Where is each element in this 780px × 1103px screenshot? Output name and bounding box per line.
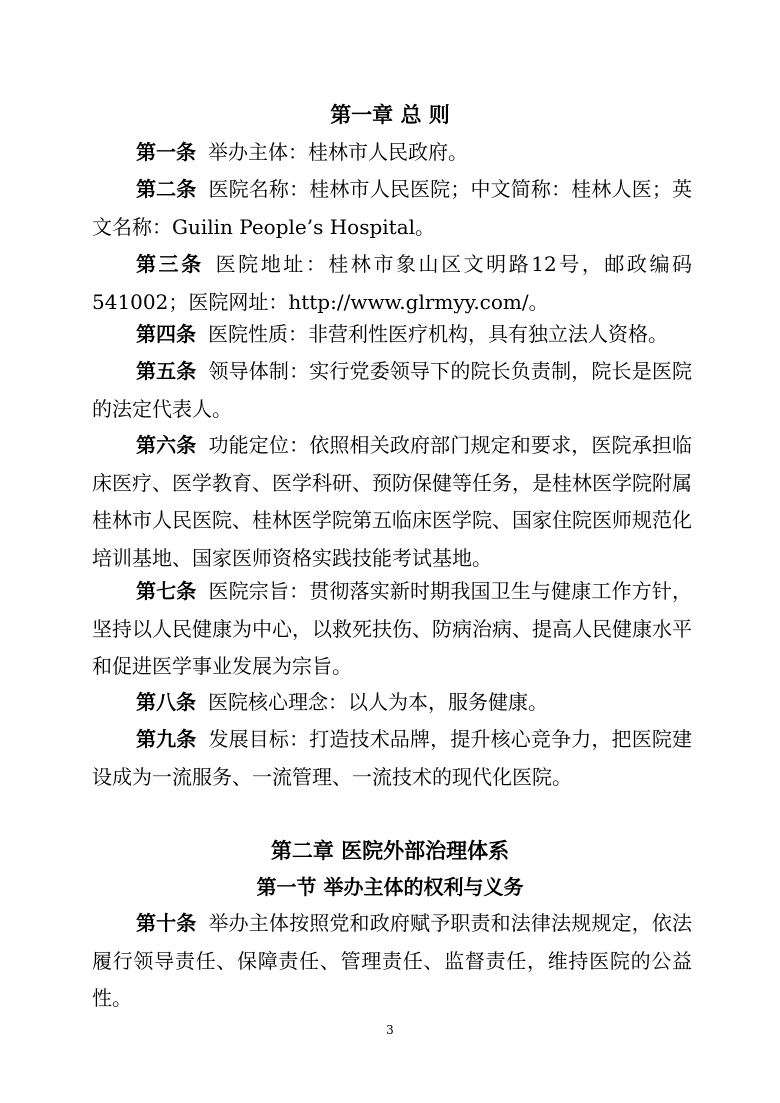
article-10 — [92, 905, 692, 1018]
article-6 — [92, 427, 692, 577]
article-label: 第十条 — [136, 911, 197, 935]
article-text: 医院地址：桂林市象山区文明路12号，邮政编码541002；医院网址：http://www.glrmyy.com/。 — [92, 252, 692, 314]
article-text: 举办主体按照党和政府赋予职责和法律法规规定，依法履行领导责任、保障责任、管理责任、监督责任，维持医院的公益性。 — [92, 911, 693, 1010]
article-1 — [92, 134, 692, 172]
article-label: 第二条 — [136, 177, 197, 201]
article-5 — [92, 353, 692, 428]
article-text: 医院性质：非营利性医疗机构，具有独立法人资格。 — [208, 322, 668, 346]
article-label: 第三条 — [136, 252, 204, 276]
article-8 — [92, 684, 692, 722]
page-number: 3 — [386, 1023, 394, 1037]
article-9 — [92, 721, 692, 796]
article-text: 发展目标：打造技术品牌，提升核心竞争力，把医院建设成为一流服务、一流管理、一流技术的现代化医院。 — [92, 727, 693, 789]
article-text: 医院宗旨：贯彻落实新时期我国卫生与健康工作方针，坚持以人民健康为中心，以救死扶伤、防病治病、提高人民健康水平和促进医学事业发展为宗旨。 — [92, 579, 693, 678]
article-label: 第一条 — [136, 140, 196, 164]
article-label: 第八条 — [136, 690, 196, 714]
article-text: 医院名称：桂林市人民医院；中文简称：桂林人医；英文名称：Guilin People’s Hospital。 — [92, 177, 693, 239]
chapter-1-title: 第一章 总 则 — [330, 103, 450, 127]
article-2 — [92, 171, 692, 246]
chapter-2-title: 第二章 医院外部治理体系 — [270, 839, 510, 863]
article-label: 第九条 — [136, 727, 197, 751]
section-1-title: 第一节 举办主体的权利与义务 — [256, 875, 524, 899]
article-label: 第六条 — [136, 433, 197, 457]
article-label: 第七条 — [136, 579, 197, 603]
article-3 — [92, 246, 692, 321]
article-label: 第四条 — [136, 322, 196, 346]
article-text: 举办主体：桂林市人民政府。 — [208, 140, 468, 164]
article-label: 第五条 — [136, 359, 197, 383]
article-4 — [92, 316, 692, 354]
article-7 — [92, 573, 692, 686]
article-text: 功能定位：依照相关政府部门规定和要求，医院承担临床医疗、医学教育、医学科研、预防保健等任务，是桂林医学院附属桂林市人民医院、桂林医学院第五临床医学院、国家住院医师规范化培训基地、国家医师资格实践技能考试基地。 — [92, 433, 693, 570]
article-text: 医院核心理念：以人为本，服务健康。 — [208, 690, 548, 714]
article-text: 领导体制：实行党委领导下的院长负责制，院长是医院的法定代表人。 — [92, 359, 693, 421]
